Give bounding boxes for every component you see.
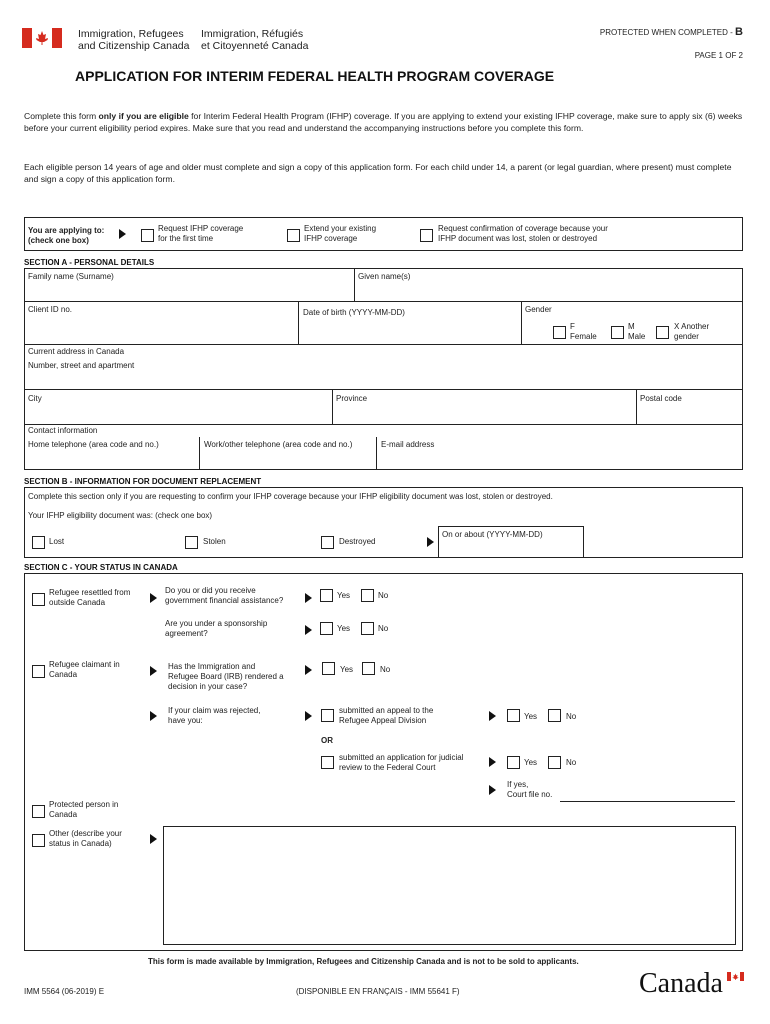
appeal-yes-checkbox[interactable] [507,709,520,722]
street-field[interactable] [26,372,741,388]
family-name-field[interactable] [26,283,352,299]
section-b-title: SECTION B - INFORMATION FOR DOCUMENT REPLACEMENT [24,477,262,486]
section-c-title: SECTION C - YOUR STATUS IN CANADA [24,563,178,572]
french-version-note: (DISPONIBLE EN FRANÇAIS - IMM 55641 F) [296,987,460,996]
home-telephone-label: Home telephone (area code and no.) [28,440,159,449]
canada-flag-icon [22,28,62,48]
sponsorship-question: Are you under a sponsorship agreement? [165,619,268,638]
given-names-label: Given name(s) [358,272,411,281]
sponsorship-no-checkbox[interactable] [361,622,374,635]
judicial-yes-checkbox[interactable] [507,756,520,769]
refugee-resettled-checkbox[interactable] [32,593,45,606]
no-label: No [566,712,577,721]
appeal-label: submitted an appeal to the Refugee Appeal Division [339,706,434,725]
arrow-icon [427,537,434,547]
lost-checkbox[interactable] [32,536,45,549]
arrow-icon [150,666,157,676]
judicial-review-label: submitted an application for judicial review to the Federal Court [339,753,464,772]
family-name-label: Family name (Surname) [28,272,114,281]
gender-female-checkbox[interactable] [553,326,566,339]
stolen-label: Stolen [203,537,226,546]
on-or-about-field[interactable] [440,541,582,556]
work-telephone-label: Work/other telephone (area code and no.) [204,440,353,449]
client-id-field[interactable] [26,316,296,342]
judicial-no-checkbox[interactable] [548,756,561,769]
arrow-icon [305,665,312,675]
other-status-checkbox[interactable] [32,834,45,847]
yes-label: Yes [337,624,351,633]
arrow-icon [150,593,157,603]
lost-label: Lost [49,537,65,546]
section-b-note: Complete this section only if you are requesting to confirm your IFHP coverage because your IFHP eligibility document was lost, stolen or destroyed. [28,492,553,501]
gender-another-checkbox[interactable] [656,326,669,339]
intro-paragraph-1: Complete this form only if you are eligible for Interim Federal Health Program (IFHP) coverage. If you are applying to extend your existing IFHP coverage, make sure to apply six (6) weeks before your current eligibility period expires. Make sure that you read and understand the accompanying instructions before you complete this form. [24,111,743,133]
postal-code-label: Postal code [640,394,682,403]
irb-no-checkbox[interactable] [362,662,375,675]
protected-person-label: Protected person in Canada [49,800,119,819]
court-file-label: If yes, Court file no. [507,780,553,799]
judicial-review-checkbox[interactable] [321,756,334,769]
arrow-icon [305,711,312,721]
client-id-label: Client ID no. [28,305,73,314]
department-name-fr: Immigration, Réfugiés et Citoyenneté Canada [201,28,309,52]
city-field[interactable] [26,405,330,422]
no-label: No [378,624,389,633]
confirmation-checkbox[interactable] [420,229,433,242]
gender-another-label: X Another gender [674,322,710,341]
or-label: OR [321,736,333,745]
applying-to-box [24,217,743,251]
arrow-icon [489,711,496,721]
no-label: No [378,591,389,600]
street-label: Number, street and apartment [28,361,135,370]
given-names-field[interactable] [357,283,741,299]
wordmark-flag-icon [727,972,744,981]
on-or-about-label: On or about (YYYY-MM-DD) [442,530,543,539]
destroyed-checkbox[interactable] [321,536,334,549]
page-number: PAGE 1 OF 2 [694,51,743,60]
province-label: Province [336,394,368,403]
postal-code-field[interactable] [638,405,741,422]
destroyed-label: Destroyed [339,537,376,546]
no-label: No [566,758,577,767]
other-status-field[interactable] [163,826,736,945]
refugee-resettled-label: Refugee resettled from outside Canada [49,588,131,607]
yes-label: Yes [340,665,354,674]
page-title: APPLICATION FOR INTERIM FEDERAL HEALTH PROGRAM COVERAGE [75,68,555,84]
arrow-icon [119,229,126,239]
other-status-label: Other (describe your status in Canada) [49,829,122,848]
footer-notice: This form is made available by Immigration, Refugees and Citizenship Canada and is not to be sold to applicants. [148,957,579,966]
stolen-checkbox[interactable] [185,536,198,549]
department-name-en: Immigration, Refugees and Citizenship Canada [78,28,190,52]
intro-paragraph-2: Each eligible person 14 years of age and older must complete and sign a copy of this application form. For each child under 14, a parent (or legal guardian, where present) must complete and sign a copy of this application form. [24,162,732,184]
appeal-checkbox[interactable] [321,709,334,722]
email-label: E-mail address [381,440,435,449]
irb-decision-question: Has the Immigration and Refugee Board (IRB) rendered a decision in your case? [168,662,284,691]
email-field[interactable] [378,451,741,468]
dob-label: Date of birth (YYYY-MM-DD) [303,308,405,317]
gender-female-label: F Female [570,322,597,341]
arrow-icon [489,785,496,795]
first-time-checkbox[interactable] [141,229,154,242]
arrow-icon [305,625,312,635]
court-file-field[interactable] [560,789,735,802]
arrow-icon [150,834,157,844]
claim-rejected-question: If your claim was rejected, have you: [168,706,261,725]
financial-assistance-question: Do you or did you receive government financial assistance? [165,586,284,605]
arrow-icon [489,757,496,767]
financial-yes-checkbox[interactable] [320,589,333,602]
confirmation-label: Request confirmation of coverage because your IFHP document was lost, stolen or destroyed [438,224,608,243]
contact-label: Contact information [28,426,98,435]
home-telephone-field[interactable] [26,451,197,468]
extend-label: Extend your existing IFHP coverage [304,224,377,243]
protected-person-checkbox[interactable] [32,805,45,818]
address-label: Current address in Canada [28,347,125,356]
yes-label: Yes [524,758,538,767]
city-label: City [28,394,42,403]
work-telephone-field[interactable] [201,451,374,468]
refugee-claimant-checkbox[interactable] [32,665,45,678]
sponsorship-yes-checkbox[interactable] [320,622,333,635]
irb-yes-checkbox[interactable] [322,662,335,675]
province-field[interactable] [334,405,634,422]
extend-checkbox[interactable] [287,229,300,242]
appeal-no-checkbox[interactable] [548,709,561,722]
yes-label: Yes [524,712,538,721]
dob-field[interactable] [300,320,519,342]
financial-no-checkbox[interactable] [361,589,374,602]
form-number: IMM 5564 (06-2019) E [24,987,105,996]
yes-label: Yes [337,591,351,600]
gender-label: Gender [525,305,552,314]
protected-label: PROTECTED WHEN COMPLETED - B [599,26,743,38]
section-a-title: SECTION A - PERSONAL DETAILS [24,258,155,267]
document-was-label: Your IFHP eligibility document was: (check one box) [28,511,213,520]
applying-to-label: You are applying to: (check one box) [28,226,105,245]
gender-male-checkbox[interactable] [611,326,624,339]
arrow-icon [305,593,312,603]
first-time-label: Request IFHP coverage for the first time [158,224,244,243]
refugee-claimant-label: Refugee claimant in Canada [49,660,120,679]
canada-wordmark: Canada [639,968,723,999]
no-label: No [380,665,391,674]
arrow-icon [150,711,157,721]
gender-male-label: M Male [628,322,646,341]
